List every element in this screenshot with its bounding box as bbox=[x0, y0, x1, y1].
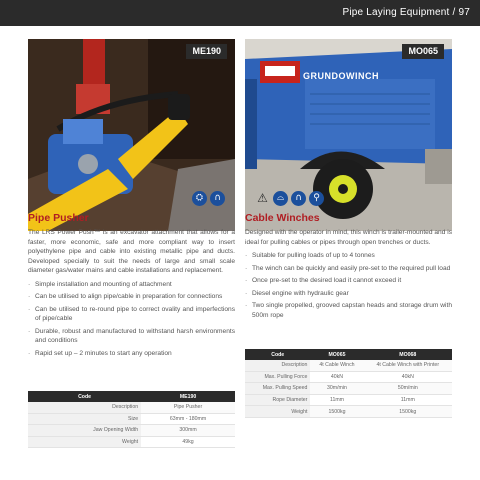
row-label: Description bbox=[28, 402, 141, 413]
row-label: Description bbox=[245, 360, 310, 371]
row-label: Max. Pulling Speed bbox=[245, 383, 310, 395]
feature-item: · Suitable for pulling loads of up to 4 tonnes bbox=[245, 251, 452, 261]
row-value: 1500kg bbox=[364, 406, 452, 418]
table-row bbox=[245, 406, 452, 418]
pipe-pusher-description bbox=[28, 228, 235, 361]
table-row bbox=[245, 360, 452, 371]
safety-glasses-icon: ⛭ bbox=[192, 191, 207, 206]
table-row bbox=[28, 425, 235, 437]
table-row bbox=[28, 436, 235, 448]
trailer-brand-text: GRUNDOWINCH bbox=[303, 71, 379, 81]
table-header-cell: Code bbox=[245, 349, 310, 360]
feature-item: · Simple installation and mounting of attachment bbox=[28, 280, 235, 290]
feature-item: · Two single propelled, grooved capstan heads and storage drum with 500m rope bbox=[245, 301, 452, 320]
row-value: 40kN bbox=[310, 371, 363, 383]
table-row bbox=[28, 402, 235, 413]
table-header-cell: Code bbox=[28, 391, 141, 402]
table-header-cell: MO065 bbox=[310, 349, 363, 360]
feature-item: · Once pre-set to the desired load it cannot exceed it bbox=[245, 276, 452, 286]
pipe-pusher-photo bbox=[28, 39, 235, 231]
row-label: Weight bbox=[28, 436, 141, 448]
feature-item: · Can be utilised to align pipe/cable in preparation for connections bbox=[28, 292, 235, 302]
cable-winches-description bbox=[245, 228, 452, 323]
page-header-title: Pipe Laying Equipment / 97 bbox=[342, 7, 470, 18]
row-value: 30m/min bbox=[310, 383, 363, 395]
feature-item: · Durable, robust and manufactured to withstand harsh environments and conditions bbox=[28, 327, 235, 346]
cable-winch-photo bbox=[245, 39, 452, 231]
row-label: Max. Pulling Force bbox=[245, 371, 310, 383]
pipe-pusher-features bbox=[28, 280, 235, 359]
cable-winches-intro: Designed with the operator in mind, this winch is trailer-mounted and is ideal for pulling cables or pipes through open trenches or ducts. bbox=[245, 229, 452, 246]
row-label: Size bbox=[28, 413, 141, 425]
ppe-icons bbox=[255, 191, 324, 206]
pipe-pusher-spec-table bbox=[28, 391, 235, 448]
cable-winches-features bbox=[245, 251, 452, 320]
ear-protection-icon: ∩ bbox=[210, 191, 225, 206]
row-value: 63mm - 180mm bbox=[141, 413, 235, 425]
row-value: 4t Cable Winch bbox=[310, 360, 363, 371]
cable-winches-heading: Cable Winches bbox=[245, 212, 320, 224]
table-row bbox=[245, 371, 452, 383]
feature-item: · Diesel engine with hydraulic gear bbox=[245, 289, 452, 299]
table-header-cell: MO068 bbox=[364, 349, 452, 360]
product-code-tag: ME190 bbox=[186, 44, 227, 59]
product-code-tag: MO065 bbox=[402, 44, 444, 59]
table-header-row bbox=[245, 349, 452, 360]
row-value: 11mm bbox=[310, 394, 363, 406]
hard-hat-icon: ⌓ bbox=[273, 191, 288, 206]
row-label: Weight bbox=[245, 406, 310, 418]
row-value: 1500kg bbox=[310, 406, 363, 418]
warning-icon: ⚠ bbox=[257, 191, 268, 205]
row-value: 300mm bbox=[141, 425, 235, 437]
table-row bbox=[245, 383, 452, 395]
walker-icon: ⚲ bbox=[309, 191, 324, 206]
row-value: 11mm bbox=[364, 394, 452, 406]
ear-protection-icon: ∩ bbox=[291, 191, 306, 206]
ppe-icons bbox=[192, 191, 225, 206]
pipe-pusher-intro: The LRS Power Push™ is an excavator attachment that allows for a faster, more economic, safe and more compliant way to insert polyethylene pipe and cable into existing metallic pipe and ducts. Developed specially to suit the needs of large and small scale diameter gas/water mains and cable installations and replacement. bbox=[28, 229, 235, 274]
row-label: Jaw Opening Width bbox=[28, 425, 141, 437]
row-value: 50m/min bbox=[364, 383, 452, 395]
feature-item: · The winch can be quickly and easily pre-set to the required pull load bbox=[245, 264, 452, 274]
feature-item: · Can be utilised to re-round pipe to correct ovality and imperfections of pipe/cable bbox=[28, 305, 235, 324]
row-label: Rope Diameter bbox=[245, 394, 310, 406]
row-value: 40kN bbox=[364, 371, 452, 383]
row-value: 49kg bbox=[141, 436, 235, 448]
row-value: 4t Cable Winch with Printer bbox=[364, 360, 452, 371]
table-header-row bbox=[28, 391, 235, 402]
pipe-pusher-heading: Pipe Pusher bbox=[28, 212, 89, 224]
table-row bbox=[28, 413, 235, 425]
row-value: Pipe Pusher bbox=[141, 402, 235, 413]
feature-item: · Rapid set up – 2 minutes to start any operation bbox=[28, 349, 235, 359]
table-header-cell: ME190 bbox=[141, 391, 235, 402]
table-row bbox=[245, 394, 452, 406]
cable-winches-spec-table bbox=[245, 349, 452, 418]
page-header-bar bbox=[0, 0, 480, 26]
